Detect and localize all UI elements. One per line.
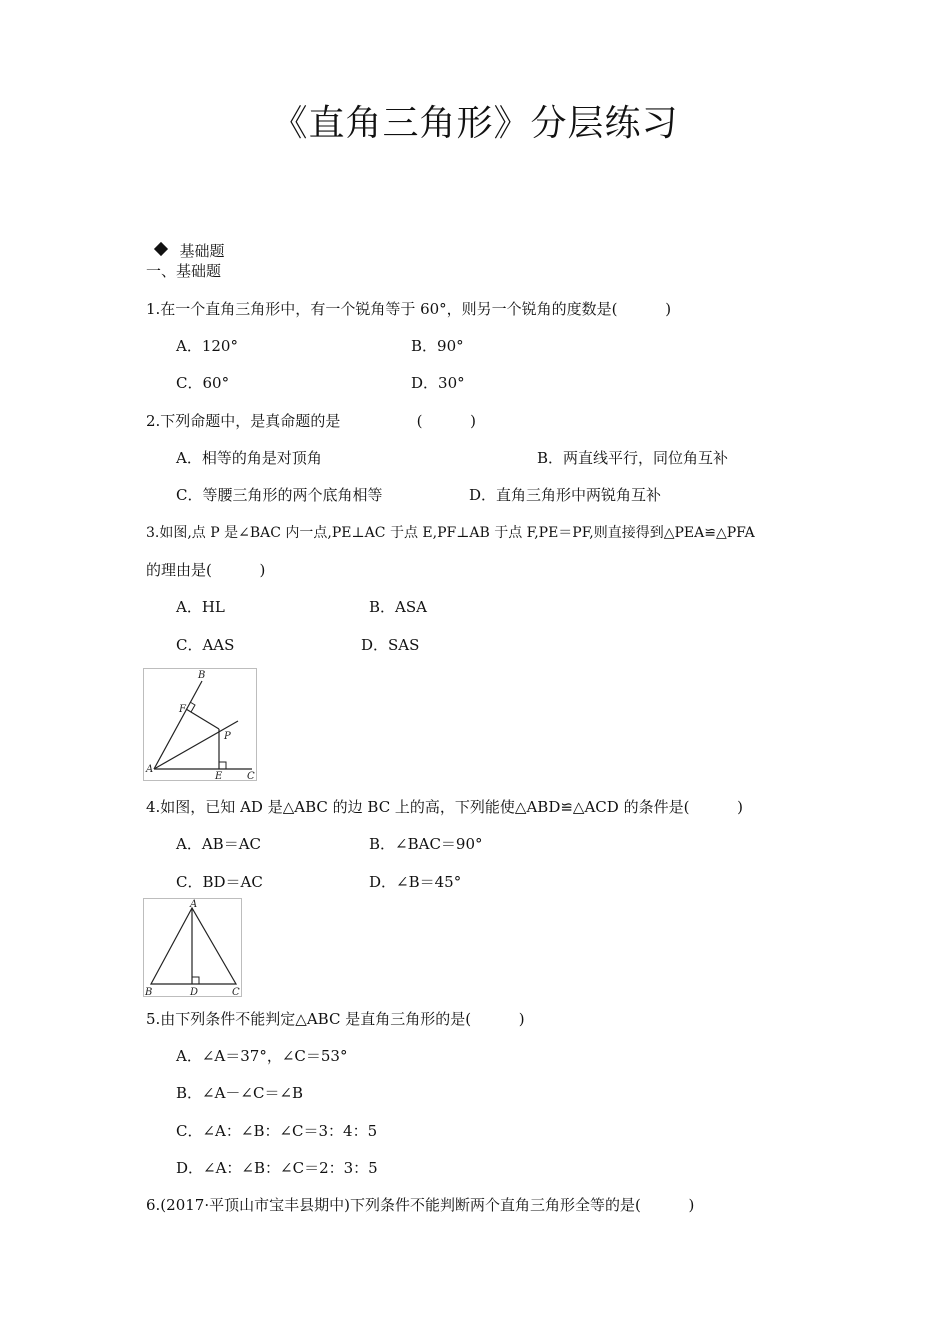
section-heading-label: 基础题 xyxy=(179,242,225,260)
q1-stem: 1.在一个直角三角形中，有一个锐角等于 60°，则另一个锐角的度数是( ) xyxy=(146,300,672,318)
subsection-heading: 一、基础题 xyxy=(146,262,222,280)
q2-stem: 2.下列命题中，是真命题的是 ( ) xyxy=(146,412,476,430)
q1-option-d: D．30° xyxy=(411,374,465,392)
q5-option-a: A．∠A＝37°，∠C＝53° xyxy=(176,1047,348,1065)
q3-option-c: C．AAS xyxy=(176,636,235,654)
q2-option-a: A．相等的角是对顶角 xyxy=(176,449,322,467)
q2-option-d: D．直角三角形中两锐角互补 xyxy=(469,486,662,504)
page-title: 《直角三角形》分层练习 xyxy=(271,103,679,144)
q3-option-d: D．SAS xyxy=(361,636,420,654)
q4-figure xyxy=(143,898,242,997)
q4-stem: 4.如图，已知 AD 是△ABC 的边 BC 上的高，下列能使△ABD≌△ACD 的条件是( ) xyxy=(146,798,743,816)
q6-stem: 6.(2017·平顶山市宝丰县期中)下列条件不能判断两个直角三角形全等的是( ) xyxy=(146,1196,695,1214)
q4-label-d: D xyxy=(190,987,199,996)
q5-stem: 5.由下列条件不能判定△ABC 是直角三角形的是( ) xyxy=(146,1010,525,1028)
q3-label-e: E xyxy=(215,771,223,780)
q5-option-d: D．∠A：∠B：∠C＝2：3：5 xyxy=(176,1159,378,1177)
diamond-bullet-icon xyxy=(153,242,167,256)
q3-label-f: F xyxy=(179,704,186,715)
q3-option-b: B．ASA xyxy=(369,598,427,616)
q2-option-c: C．等腰三角形的两个底角相等 xyxy=(176,486,383,504)
q3-label-p: P xyxy=(224,731,231,742)
q4-option-c: C．BD＝AC xyxy=(176,873,263,891)
q3-label-b: B xyxy=(198,670,206,681)
q1-option-c: C．60° xyxy=(176,374,230,392)
q3-label-a: A xyxy=(146,764,154,775)
q2-option-b: B．两直线平行，同位角互补 xyxy=(537,449,729,467)
q3-stem-line1: 3.如图,点 P 是∠BAC 内一点,PE⊥AC 于点 E,PF⊥AB 于点 F,PE＝PF,则直接得到△PEA≌△PFA xyxy=(146,525,755,541)
q5-option-c: C．∠A：∠B：∠C＝3：4：5 xyxy=(176,1122,378,1140)
q4-option-b: B．∠BAC＝90° xyxy=(369,835,483,853)
section-heading xyxy=(146,221,225,261)
q4-triangle-diagram xyxy=(144,899,241,996)
q1-option-b: B．90° xyxy=(411,337,464,355)
q4-option-a: A．AB＝AC xyxy=(176,835,261,853)
q5-option-b: B．∠A－∠C＝∠B xyxy=(176,1084,304,1102)
q3-stem-line2: 的理由是( ) xyxy=(146,561,266,579)
q4-label-c: C xyxy=(232,987,240,996)
q4-option-d: D．∠B＝45° xyxy=(369,873,462,891)
q4-label-a: A xyxy=(190,899,198,910)
q4-label-b: B xyxy=(145,987,153,996)
q3-label-c: C xyxy=(247,771,255,780)
q3-angle-diagram xyxy=(144,669,256,780)
q3-figure xyxy=(143,668,257,781)
q1-option-a: A．120° xyxy=(176,337,238,355)
q3-option-a: A．HL xyxy=(176,598,225,616)
